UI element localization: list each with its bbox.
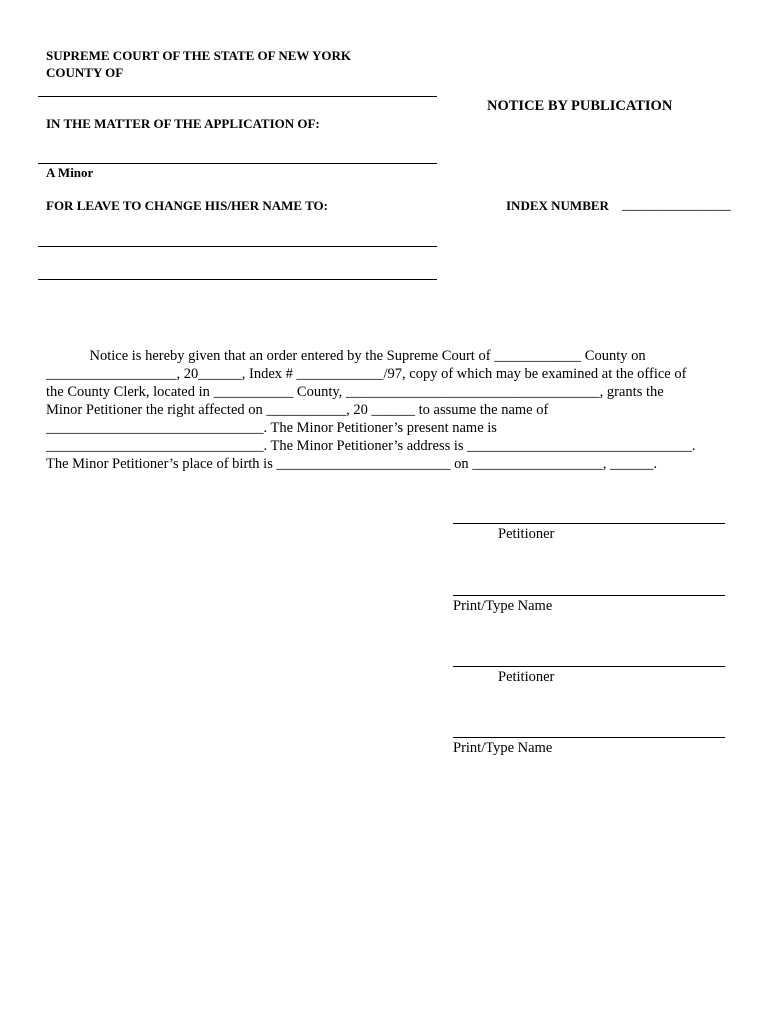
minor-label: A Minor [46, 165, 94, 180]
print-name-line-1[interactable] [453, 595, 725, 596]
caption-rule-1 [38, 96, 437, 97]
petitioner-label-1: Petitioner [498, 526, 555, 542]
notice-line: ______________________________. The Minor Petitioner’s address is _______________________________. [46, 438, 696, 454]
applicant-name-line[interactable] [38, 163, 437, 164]
notice-line: Minor Petitioner the right affected on ___________, 20 ______ to assume the name of [46, 402, 549, 418]
county-label: COUNTY OF [46, 65, 124, 80]
petitioner-signature-line-2[interactable] [453, 666, 725, 667]
notice-line: Notice is hereby given that an order entered by the Supreme Court of ____________ County on [46, 348, 646, 364]
notice-line: __________________, 20______, Index # ____________/97, copy of which may be examined at the office of [46, 366, 687, 382]
notice-line: the County Clerk, located in ___________ County, ___________________________________, grants the [46, 384, 664, 400]
print-name-label-1: Print/Type Name [453, 598, 553, 614]
document-title: NOTICE BY PUBLICATION [487, 98, 673, 114]
notice-line: ______________________________. The Minor Petitioner’s present name is [46, 420, 497, 436]
notice-paragraph [46, 347, 722, 473]
new-name-line-2[interactable] [38, 279, 437, 280]
index-number-field[interactable]: _______________ [622, 197, 731, 213]
matter-label: IN THE MATTER OF THE APPLICATION OF: [46, 116, 320, 131]
change-name-label: FOR LEAVE TO CHANGE HIS/HER NAME TO: [46, 198, 328, 213]
notice-line: The Minor Petitioner’s place of birth is ________________________ on __________________, ______. [46, 456, 658, 472]
petitioner-label-2: Petitioner [498, 669, 555, 685]
new-name-line-1[interactable] [38, 246, 437, 247]
court-name: SUPREME COURT OF THE STATE OF NEW YORK [46, 48, 351, 63]
index-number-label: INDEX NUMBER [506, 198, 609, 213]
print-name-label-2: Print/Type Name [453, 740, 553, 756]
petitioner-signature-line-1[interactable] [453, 523, 725, 524]
print-name-line-2[interactable] [453, 737, 725, 738]
